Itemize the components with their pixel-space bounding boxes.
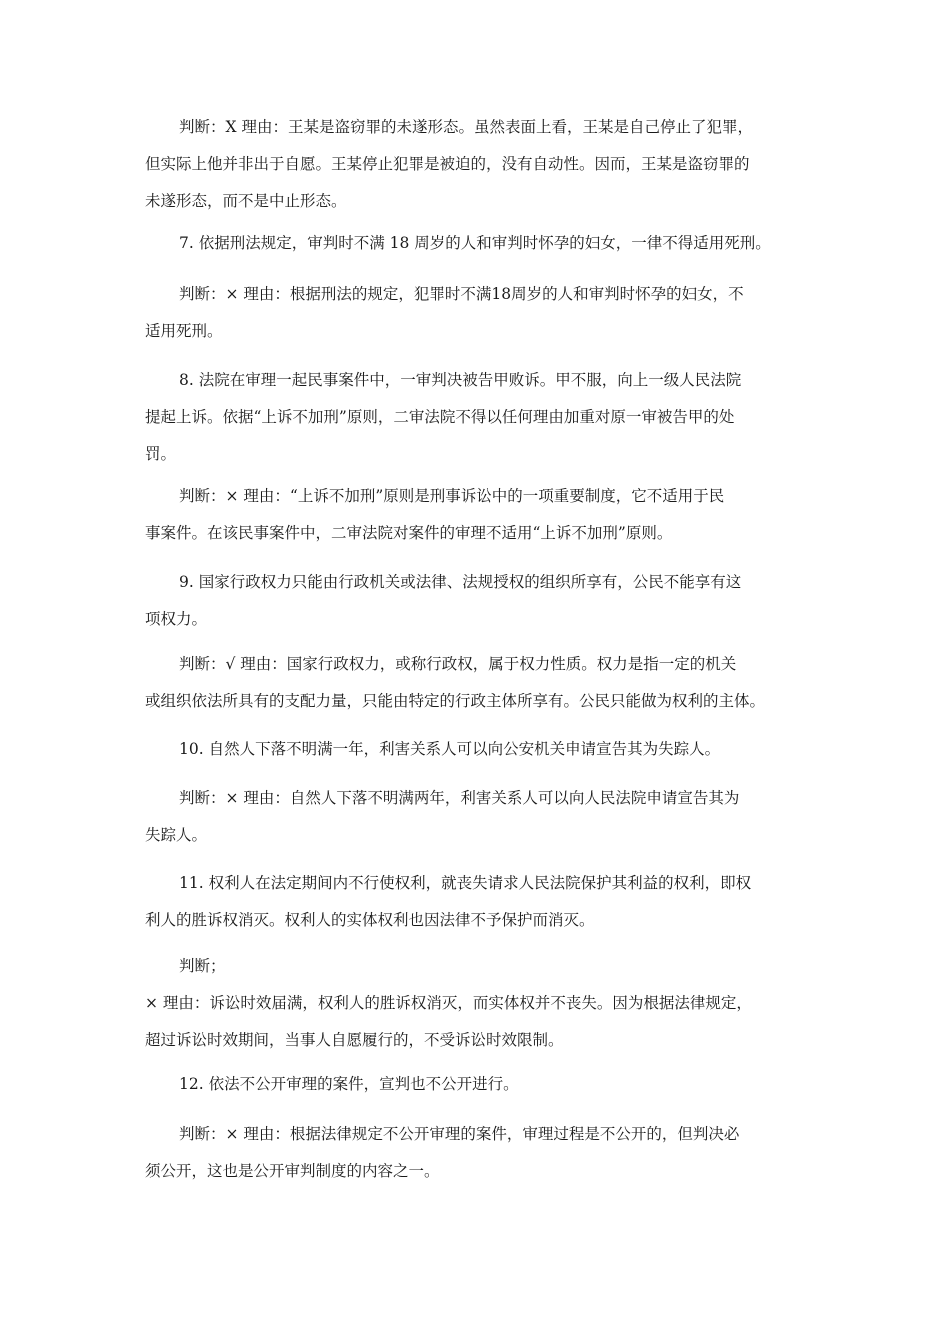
- text-line: 罚。: [145, 445, 177, 463]
- text-line: × 理由：诉讼时效届满，权利人的胜诉权消灭，而实体权并不丧失。因为根据法律规定，: [145, 994, 752, 1012]
- answer-paragraph-10: [145, 780, 825, 854]
- question-paragraph-9: [145, 564, 825, 638]
- answer-paragraph-8: [145, 478, 825, 552]
- answer-paragraph-9: [145, 646, 825, 720]
- text-line: 超过诉讼时效期间，当事人自愿履行的，不受诉讼时效限制。: [145, 1031, 564, 1049]
- text-line: 判断：× 理由：自然人下落不明满两年，利害关系人可以向人民法院申请宣告其为: [179, 789, 740, 807]
- question-paragraph-12: [145, 1066, 825, 1103]
- question-paragraph-7: [145, 225, 825, 262]
- answer-paragraph-6: [145, 109, 825, 220]
- text-line: 10. 自然人下落不明满一年，利害关系人可以向公安机关申请宣告其为失踪人。: [179, 740, 721, 758]
- text-line: 判断：× 理由：“上诉不加刑”原则是刑事诉讼中的一项重要制度，它不适用于民: [179, 487, 725, 505]
- text-line: 未遂形态，而不是中止形态。: [145, 192, 347, 210]
- text-line: 7. 依据刑法规定，审判时不满 18 周岁的人和审判时怀孕的妇女，一律不得适用死刑。: [179, 234, 771, 252]
- text-line: 判断：√ 理由：国家行政权力，或称行政权，属于权力性质。权力是指一定的机关: [179, 655, 737, 673]
- text-line: 8. 法院在审理一起民事案件中，一审判决被告甲败诉。甲不服，向上一级人民法院: [179, 371, 742, 389]
- answer-paragraph-7: [145, 276, 825, 350]
- question-paragraph-10: [145, 731, 825, 768]
- text-line: 事案件。在该民事案件中，二审法院对案件的审理不适用“上诉不加刑”原则。: [145, 524, 673, 542]
- question-paragraph-11: [145, 865, 825, 939]
- text-line: 失踪人。: [145, 826, 208, 844]
- text-line: 12. 依法不公开审理的案件，宣判也不公开进行。: [179, 1075, 519, 1093]
- text-line: 9. 国家行政权力只能由行政机关或法律、法规授权的组织所享有，公民不能享有这: [179, 573, 742, 591]
- text-line: 适用死刑。: [145, 322, 223, 340]
- text-line: 或组织依法所具有的支配力量，只能由特定的行政主体所享有。公民只能做为权利的主体。: [145, 692, 766, 710]
- answer-paragraph-11: [145, 948, 825, 1059]
- question-paragraph-8: [145, 362, 825, 473]
- text-line: 须公开，这也是公开审判制度的内容之一。: [145, 1162, 440, 1180]
- answer-paragraph-12: [145, 1116, 825, 1190]
- text-line: 提起上诉。依据“上诉不加刑”原则，二审法院不得以任何理由加重对原一审被告甲的处: [145, 408, 735, 426]
- text-line: 判断；: [179, 957, 226, 975]
- text-line: 判断：× 理由：根据法律规定不公开审理的案件，审理过程是不公开的，但判决必: [179, 1125, 740, 1143]
- text-line: 判断：X 理由：王某是盗窃罪的未遂形态。虽然表面上看，王某是自己停止了犯罪，: [179, 118, 753, 136]
- text-line: 判断：× 理由：根据刑法的规定，犯罪时不满18周岁的人和审判时怀孕的妇女，不: [179, 285, 744, 303]
- text-line: 11. 权利人在法定期间内不行使权利，就丧失请求人民法院保护其利益的权利，即权: [179, 874, 752, 892]
- text-line: 项权力。: [145, 610, 208, 628]
- text-line: 利人的胜诉权消灭。权利人的实体权利也因法律不予保护而消灭。: [145, 911, 595, 929]
- text-line: 但实际上他并非出于自愿。王某停止犯罪是被迫的，没有自动性。因而，王某是盗窃罪的: [145, 155, 750, 173]
